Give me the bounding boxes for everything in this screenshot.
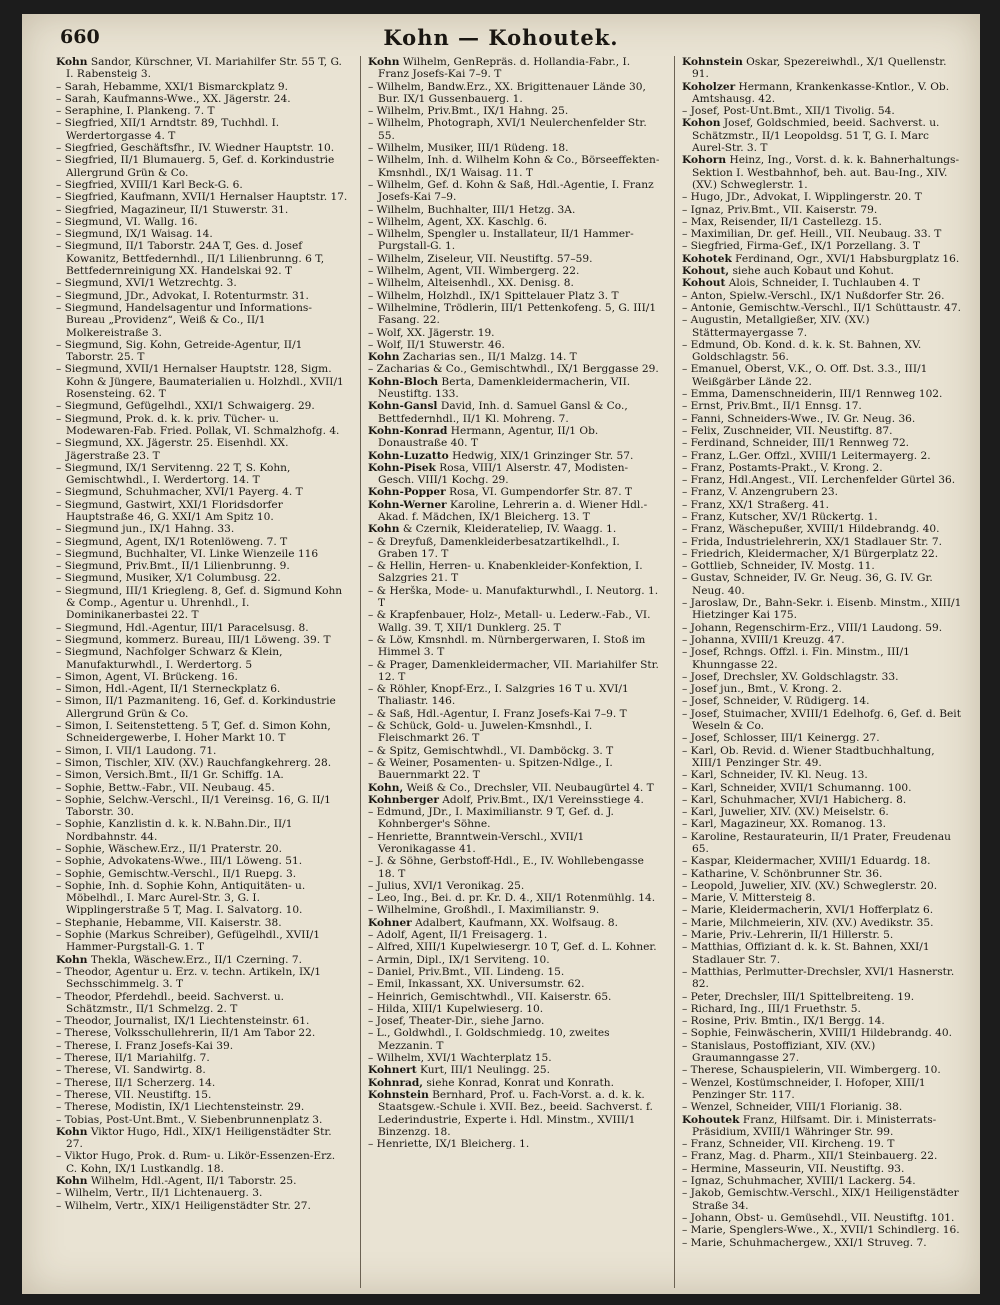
column-divider bbox=[674, 56, 675, 1288]
directory-entry: – & Saß, Hdl.-Agentur, I. Franz Josefs-Kai 7–9. T bbox=[368, 707, 627, 720]
directory-entry: – Wilhelm, Agent, XX. Kaschlg. 6. bbox=[368, 215, 548, 228]
directory-entry: – Siegmund, XX. Jägerstr. 25. Eisenhdl. XX. Jägerstraße 23. T bbox=[56, 437, 289, 462]
directory-entry: – Marie, Schuhmachergew., XXI/1 Struveg. 7. bbox=[682, 1236, 927, 1249]
directory-entry: – Alfred, XIII/1 Kupelwiesergr. 10 T, Gef. d. L. Kohner. bbox=[368, 941, 657, 954]
directory-entry: – Theodor, Agentur u. Erz. v. techn. Artikeln, IX/1 Sechsschimmelg. 3. T bbox=[56, 965, 322, 991]
directory-entry: – Sarah, Hebamme, XXI/1 Bismarckplatz 9. bbox=[56, 80, 289, 93]
directory-entry: – Wilhelm, Inh. d. Wilhelm Kohn & Co., Börseeffekten-Kmsnhdl., IX/1 Waisag. 11. T bbox=[368, 154, 660, 179]
directory-entry: – Wilhelm, Agent, VII. Wimbergerg. 22. bbox=[368, 265, 580, 278]
directory-entry: – Wilhelm, Bandw.Erz., XX. Brigittenauer Lände 30, Bur. IX/1 Gussenbauerg. 1. bbox=[368, 80, 646, 105]
directory-entry: – Karl, Ob. Revid. d. Wiener Stadtbuchhaltung, XIII/1 Penzinger Str. 49. bbox=[682, 744, 935, 769]
directory-entry: – & Hellin, Herren- u. Knabenkleider-Konfektion, I. Salzgries 21. T bbox=[368, 560, 643, 585]
directory-entry: – Anton, Spielw.-Verschl., IX/1 Nußdorfer Str. 26. bbox=[682, 289, 945, 302]
directory-entry: – Karl, Magazineur, XX. Romanog. 13. bbox=[682, 818, 886, 831]
directory-entry: – Zacharias & Co., Gemischtwhdl., IX/1 Berggasse 29. bbox=[368, 363, 659, 376]
directory-entry: – Sophie, Advokatens-Wwe., III/1 Löweng. 51. bbox=[56, 855, 303, 868]
directory-entry: – Felix, Zuschneider, VII. Neustiftg. 87. bbox=[682, 424, 893, 437]
directory-entry: – Siegfried, Magazineur, II/1 Stuwerstr. 31. bbox=[56, 203, 289, 216]
directory-entry: – Josef, Theater-Dir., siehe Jarno. bbox=[368, 1015, 545, 1028]
directory-entry: Kohn-Luzatto Hedwig, XIX/1 Grinzinger Str. 57. bbox=[368, 449, 634, 462]
directory-entry: Kohout Alois, Schneider, I. Tuchlauben 4. T bbox=[682, 277, 920, 290]
directory-entry: – & Krapfenbauer, Holz-, Metall- u. Lederw.-Fab., VI. Wallg. 39. T, XII/1 Dunklerg. 25. T bbox=[368, 609, 651, 634]
directory-entry: – Sophie, Gemischtw.-Verschl., II/1 Ruepg. 3. bbox=[56, 867, 297, 880]
directory-entry: – & Prager, Damenkleidermacher, VII. Mariahilfer Str. 12. T bbox=[368, 658, 659, 683]
directory-entry: – Armin, Dipl., IX/1 Serviteng. 10. bbox=[368, 953, 550, 966]
directory-entry: – Edmund, Ob. Kond. d. k. k. St. Bahnen, XV. Goldschlagstr. 56. bbox=[682, 338, 922, 364]
directory-entry: Kohoutek Franz, Hilfsamt. Dir. i. Ministerrats-Präsidium, XVIII/1 Währinger Str. 99. bbox=[682, 1113, 937, 1138]
directory-entry: – Sophie (Markus Schreiber), Gefügelhdl., XVII/1 Hammer-Purgstall-G. 1. T bbox=[56, 929, 320, 954]
directory-entry: – Josef, Schneider, V. Rüdigerg. 14. bbox=[682, 695, 870, 708]
directory-entry: – Heinrich, Gemischtwhdl., VII. Kaiserstr. 65. bbox=[368, 990, 612, 1003]
directory-entry: – Sophie, Selchw.-Verschl., II/1 Vereinsg. 16, G. II/1 Taborstr. 30. bbox=[56, 793, 331, 819]
directory-entry: – & Weiner, Posamenten- u. Spitzen-Ndlge., I. Bauernmarkt 22. T bbox=[368, 756, 613, 782]
running-head: Kohn — Kohoutek. bbox=[383, 25, 619, 50]
directory-entry: – Wilhelmine, Trödlerin, III/1 Pettenkofeng. 5, G. III/1 Fasang. 22. bbox=[368, 301, 657, 327]
directory-entry: – Ferdinand, Schneider, III/1 Rennweg 72. bbox=[682, 437, 910, 450]
directory-entry: – Siegmund jun., IX/1 Hahng. 33. bbox=[56, 523, 235, 536]
directory-entry: – Max, Reisender, II/1 Castellezg. 15. bbox=[682, 215, 882, 228]
directory-entry: – Matthias, Offiziant d. k. k. St. Bahnen, XXI/1 Stadlauer Str. 7. bbox=[682, 941, 930, 966]
directory-entry: Kohnberger Adolf, Priv.Bmt., IX/1 Vereinsstiege 4. bbox=[368, 793, 644, 806]
directory-entry: – Fanni, Schneiders-Wwe., IV. Gr. Neug. 36. bbox=[682, 412, 916, 425]
directory-entry: Kohn Thekla, Wäschew.Erz., II/1 Czerning. 7. bbox=[56, 953, 302, 966]
directory-entry: – Siegmund, Priv.Bmt., II/1 Lilienbrunng. 9. bbox=[56, 560, 290, 573]
directory-entry: Kohout, siehe auch Kobaut und Kohut. bbox=[682, 265, 894, 278]
directory-entry: – Franz, L.Ger. Offzl., XVIII/1 Leitermayerg. 2. bbox=[682, 449, 931, 462]
directory-entry: – Rosine, Priv. Bmtin., IX/1 Bergg. 14. bbox=[682, 1015, 885, 1028]
directory-entry: – Franz, XX/1 Straßerg. 41. bbox=[682, 498, 829, 511]
directory-entry: – Siegmund, IX/1 Servitenng. 22 T, S. Kohn, Gemischtwhdl., I. Werdertorg. 14. T bbox=[56, 461, 291, 487]
directory-entry: – Hilda, XIII/1 Kupelwieserg. 10. bbox=[368, 1002, 544, 1015]
directory-entry: Kohn-Werner Karoline, Lehrerin a. d. Wiener Hdl.-Akad. f. Mädchen, IX/1 Bleicherg. 13. T bbox=[368, 498, 648, 523]
directory-entry: – Siegmund, Gastwirt, XXI/1 Floridsdorfer Hauptstraße 46, G. XXI/1 Am Spitz 10. bbox=[56, 498, 283, 523]
directory-entry: – & Dreyfuß, Damenkleiderbesatzartikelhdl., I. Graben 17. T bbox=[368, 535, 620, 560]
directory-entry: – Sophie, Feinwäscherin, XVIII/1 Hildebrandg. 40. bbox=[682, 1027, 953, 1040]
directory-entry: – Marie, Milchmeierin, XIV. (XV.) Avedikstr. 35. bbox=[682, 916, 934, 929]
directory-entry: – Siegmund, Schuhmacher, XVI/1 Payerg. 4. T bbox=[56, 486, 303, 499]
directory-entry: – Henriette, Branntwein-Verschl., XVII/1 Veronikagasse 41. bbox=[368, 830, 585, 855]
directory-entry: – Daniel, Priv.Bmt., VII. Lindeng. 15. bbox=[368, 965, 565, 978]
directory-entry: – Franz, Schneider, VII. Kircheng. 19. T bbox=[682, 1138, 895, 1151]
directory-entry: – Siegfried, Kaufmann, XVII/1 Hernalser Hauptstr. 17. bbox=[56, 191, 348, 204]
directory-entry: – Siegmund, III/1 Kriegleng. 8, Gef. d. Sigmund Kohn & Comp., Agentur u. Uhrenhdl., I. Dominikanerbastei 22. T bbox=[56, 584, 343, 622]
directory-entry: – Franz, Kutscher, XV/1 Rückertg. 1. bbox=[682, 510, 878, 523]
page-header bbox=[22, 26, 980, 54]
column-right bbox=[682, 56, 964, 1288]
directory-entry: – Gustav, Schneider, IV. Gr. Neug. 36, G. IV. Gr. Neug. 40. bbox=[682, 572, 933, 597]
directory-entry: – & Herška, Mode- u. Manufakturwhdl., I. Neutorg. 1. T bbox=[368, 584, 659, 610]
directory-entry: – Siegmund, XVII/1 Hernalser Hauptstr. 128, Sigm. Kohn & Jüngere, Baumaterialien u. Holzhdl., XVII/1 Rosensteing. 62. T bbox=[56, 363, 344, 401]
directory-entry: – Frida, Industrielehrerin, XX/1 Stadlauer Str. 7. bbox=[682, 535, 943, 548]
directory-entry: – Josef, Drechsler, XV. Goldschlagstr. 33. bbox=[682, 670, 899, 683]
directory-entry: Kohner Adalbert, Kaufmann, XX. Wolfsaug. 8. bbox=[368, 916, 618, 929]
directory-page bbox=[22, 14, 980, 1294]
directory-entry: – Simon, Versich.Bmt., II/1 Gr. Schiffg. 1A. bbox=[56, 769, 284, 782]
directory-entry: – Maximilian, Dr. gef. Heill., VII. Neubaug. 33. T bbox=[682, 228, 942, 241]
directory-entry: – Viktor Hugo, Prok. d. Rum- u. Likör-Essenzen-Erz. C. Kohn, IX/1 Lustkandlg. 18. bbox=[56, 1150, 336, 1175]
directory-entry: – Richard, Ing., III/1 Fruethstr. 5. bbox=[682, 1002, 861, 1015]
directory-entry: – Wilhelm, Musiker, III/1 Rüdeng. 18. bbox=[368, 142, 569, 155]
directory-entry: – Therese, Schauspielerin, VII. Wimbergerg. 10. bbox=[682, 1064, 941, 1077]
directory-entry: – Peter, Drechsler, III/1 Spittelbreiteng. 19. bbox=[682, 990, 915, 1003]
directory-entry: – Therese, Volksschullehrerin, II/1 Am Tabor 22. bbox=[56, 1027, 316, 1040]
directory-entry: – Siegmund, Prok. d. k. k. priv. Tücher- u. Modewaren-Fab. Fried. Pollak, VI. Schmalzhofg. 4. bbox=[56, 412, 340, 437]
directory-entry: – Edmund, JDr., I. Maximilianstr. 9 T, Gef. d. J. Kohnberger's Söhne. bbox=[368, 806, 614, 831]
directory-entry: – Ignaz, Schuhmacher, XVIII/1 Lackerg. 54. bbox=[682, 1175, 916, 1188]
directory-entry: – Siegmund, kommerz. Bureau, III/1 Löweng. 39. T bbox=[56, 633, 331, 646]
directory-entry: – Siegfried, II/1 Blumauerg. 5, Gef. d. Korkindustrie Allergrund Grün & Co. bbox=[56, 154, 335, 179]
directory-entry: – Friedrich, Kleidermacher, X/1 Bürgerplatz 22. bbox=[682, 547, 939, 560]
directory-columns bbox=[56, 56, 962, 1288]
directory-entry: – Hermine, Masseurin, VII. Neustiftg. 93. bbox=[682, 1162, 905, 1175]
directory-entry: – Jaroslaw, Dr., Bahn-Sekr. i. Eisenb. Minstm., XIII/1 Hietzinger Kai 175. bbox=[682, 597, 962, 622]
directory-entry: – Leo, Ing., Bei. d. pr. Kr. D. 4., XII/1 Rotenmühlg. 14. bbox=[368, 892, 656, 905]
directory-entry: – Stanislaus, Postoffiziant, XIV. (XV.) Graumanngasse 27. bbox=[682, 1039, 876, 1065]
directory-entry: – Julius, XVI/1 Veronikag. 25. bbox=[368, 879, 525, 892]
directory-entry: – Siegmund, Agent, IX/1 Rotenlöweng. 7. T bbox=[56, 535, 288, 548]
directory-entry: – Seraphine, I. Plankeng. 7. T bbox=[56, 105, 215, 118]
directory-entry: – Adolf, Agent, II/1 Freisagerg. 1. bbox=[368, 929, 548, 942]
directory-entry: – Sarah, Kaufmanns-Wwe., XX. Jägerstr. 24. bbox=[56, 92, 291, 105]
directory-entry: – Leopold, Juwelier, XIV. (XV.) Schweglerstr. 20. bbox=[682, 879, 938, 892]
directory-entry: – Siegmund, IX/1 Waisag. 14. bbox=[56, 228, 213, 241]
directory-entry: – Wilhelm, Buchhalter, III/1 Hetzg. 3A. bbox=[368, 203, 576, 216]
directory-entry: – & Schück, Gold- u. Juwelen-Kmsnhdl., I. Fleischmarkt 26. T bbox=[368, 720, 593, 745]
directory-entry: – Ignaz, Priv.Bmt., VII. Kaiserstr. 79. bbox=[682, 203, 878, 216]
directory-entry: – Therese, VI. Sandwirtg. 8. bbox=[56, 1064, 206, 1077]
directory-entry: – Johann, Regenschirm-Erz., VIII/1 Laudong. 59. bbox=[682, 621, 943, 634]
directory-entry: – Simon, II/1 Pazmaniteng. 16, Gef. d. Korkindustrie Allergrund Grün & Co. bbox=[56, 695, 336, 720]
directory-entry: – Siegmund, Sig. Kohn, Getreide-Agentur, II/1 Taborstr. 25. T bbox=[56, 338, 303, 364]
directory-entry: – Karoline, Restaurateurin, II/1 Prater, Freudenau 65. bbox=[682, 830, 951, 855]
directory-entry: – Wilhelm, XVI/1 Wachterplatz 15. bbox=[368, 1052, 552, 1065]
directory-entry: Kohotek Ferdinand, Ogr., XVI/1 Habsburgplatz 16. bbox=[682, 252, 960, 265]
column-middle bbox=[368, 56, 660, 1288]
directory-entry: – Siegmund, JDr., Advokat, I. Rotenturmstr. 31. bbox=[56, 289, 309, 302]
directory-entry: Kohn Zacharias sen., II/1 Malzg. 14. T bbox=[368, 351, 577, 364]
directory-entry: – Sophie, Bettw.-Fabr., VII. Neubaug. 45. bbox=[56, 781, 275, 794]
directory-entry: – Augustin, Metallgießer, XIV. (XV.) Stättermayergasse 7. bbox=[682, 314, 870, 339]
directory-entry: – Jakob, Gemischtw.-Verschl., XIX/1 Heiligenstädter Straße 34. bbox=[682, 1187, 959, 1212]
directory-entry: – Karl, Schneider, IV. Kl. Neug. 13. bbox=[682, 769, 868, 782]
directory-entry: – Karl, Schneider, XVII/1 Schumanng. 100. bbox=[682, 781, 912, 794]
directory-entry: – Josef, Stuimacher, XVIII/1 Edelhofg. 6, Gef. d. Beit Weseln & Co. bbox=[682, 707, 961, 733]
directory-entry: – Siegmund, XVI/1 Wetzrechtg. 3. bbox=[56, 277, 237, 290]
directory-entry: – Katharine, V. Schönbrunner Str. 36. bbox=[682, 867, 883, 880]
directory-entry: Kohn-Pisek Rosa, VIII/1 Alserstr. 47, Modisten-Gesch. VIII/1 Kochg. 29. bbox=[368, 461, 629, 487]
directory-entry: – Wenzel, Kostümschneider, I. Hofoper, XIII/1 Penzinger Str. 117. bbox=[682, 1076, 926, 1101]
directory-entry: Kohorn Heinz, Ing., Vorst. d. k. k. Bahnerhaltungs-Sektion I. Westbahnhof, beh. aut. Bau-Ing., XIV. (XV.) Schweglerstr. 1. bbox=[682, 154, 960, 191]
directory-entry: Kohon Josef, Goldschmied, beeid. Sachverst. u. Schätzmstr., II/1 Leopoldsg. 51 T, G. I. Marc Aurel-Str. 3. T bbox=[682, 117, 940, 155]
directory-entry: – Marie, Spenglers-Wwe., X., XVII/1 Schindlerg. 16. bbox=[682, 1224, 960, 1237]
directory-entry: – Wilhelm, Vertr., II/1 Lichtenauerg. 3. bbox=[56, 1187, 263, 1200]
directory-entry: – Johanna, XVIII/1 Kreuzg. 47. bbox=[682, 633, 845, 646]
directory-entry: Kohn-Konrad Hermann, Agentur, II/1 Ob. Donaustraße 40. T bbox=[368, 424, 599, 450]
directory-entry: – Johann, Obst- u. Gemüsehdl., VII. Neustiftg. 101. bbox=[682, 1211, 955, 1224]
directory-entry: – Simon, Agent, VI. Brückeng. 16. bbox=[56, 670, 238, 683]
directory-entry: – Wilhelm, Gef. d. Kohn & Saß, Hdl.-Agentie, I. Franz Josefs-Kai 7–9. bbox=[368, 178, 654, 204]
directory-entry: – Emil, Inkassant, XX. Universumstr. 62. bbox=[368, 978, 585, 991]
directory-entry: – Wolf, XX. Jägerstr. 19. bbox=[368, 326, 495, 339]
directory-entry: Kohn-Bloch Berta, Damenkleidermacherin, VII. Neustiftg. 133. bbox=[368, 375, 631, 401]
directory-entry: – Siegmund, II/1 Taborstr. 24A T, Ges. d. Josef Kowanitz, Bettfedernhdl., II/1 Lilienbrunng. 6 T, Bettfedernreinigung XX. Handelskai 92. T bbox=[56, 240, 325, 278]
directory-entry: – Kaspar, Kleidermacher, XVIII/1 Eduardg. 18. bbox=[682, 855, 931, 868]
directory-entry: – Siegfried, XII/1 Arndtstr. 89, Tuchhdl. I. Werdertorgasse 4. T bbox=[56, 117, 280, 142]
directory-entry: Kohn Wilhelm, GenRepräs. d. Hollandia-Fabr., I. Franz Josefs-Kai 7–9. T bbox=[368, 56, 631, 81]
directory-entry: – Siegmund, Gefügelhdl., XXI/1 Schwaigerg. 29. bbox=[56, 400, 315, 413]
directory-entry: – Therese, II/1 Scherzerg. 14. bbox=[56, 1076, 216, 1089]
directory-entry: Kohnert Kurt, III/1 Neulingg. 25. bbox=[368, 1064, 550, 1077]
directory-entry: – Josef, Schlosser, III/1 Keinergg. 27. bbox=[682, 732, 880, 745]
directory-entry: – Simon, Tischler, XIV. (XV.) Rauchfangkehrerg. 28. bbox=[56, 756, 332, 769]
directory-entry: – Simon, I. VII/1 Laudong. 71. bbox=[56, 744, 217, 757]
directory-entry: – Wilhelm, Photograph, XVI/1 Neulerchenfelder Str. 55. bbox=[368, 117, 647, 142]
directory-entry: – Theodor, Journalist, IX/1 Liechtensteinstr. 61. bbox=[56, 1015, 310, 1028]
directory-entry: Kohn Viktor Hugo, Hdl., XIX/1 Heiligenstädter Str. 27. bbox=[56, 1125, 332, 1151]
directory-entry: – & Spitz, Gemischtwhdl., VI. Damböckg. 3. T bbox=[368, 744, 614, 757]
directory-entry: – Karl, Juwelier, XIV. (XV.) Meiselstr. 6. bbox=[682, 806, 889, 819]
directory-entry: – Siegfried, XVIII/1 Karl Beck-G. 6. bbox=[56, 178, 243, 191]
directory-entry: – Siegmund, Handelsagentur und Informations-Bureau „Providenz“, Weiß & Co., II/1 Molkereistraße 3. bbox=[56, 301, 312, 339]
directory-entry: – Theodor, Pferdehdl., beeid. Sachverst. u. Schätzmstr., II/1 Schmelzg. 2. T bbox=[56, 990, 285, 1015]
directory-entry: – Josef, Rchngs. Offzl. i. Fin. Minstm., III/1 Khunngasse 22. bbox=[682, 646, 910, 671]
directory-entry: – Karl, Schuhmacher, XVI/1 Habicherg. 8. bbox=[682, 793, 907, 806]
directory-entry: – Matthias, Perlmutter-Drechsler, XVI/1 Hasnerstr. 82. bbox=[682, 965, 955, 991]
directory-entry: – Siegmund, Hdl.-Agentur, III/1 Paracelsusg. 8. bbox=[56, 621, 309, 634]
directory-entry: – & Röhler, Knopf-Erz., I. Salzgries 16 T u. XVI/1 Thaliastr. 146. bbox=[368, 683, 629, 708]
directory-entry: – Josef jun., Bmt., V. Krong. 2. bbox=[682, 683, 842, 696]
directory-entry: Kohnrad, siehe Konrad, Konrat und Konrath. bbox=[368, 1076, 614, 1089]
directory-entry: – Tobias, Post-Unt.Bmt., V. Siebenbrunnenplatz 3. bbox=[56, 1113, 323, 1126]
directory-entry: – Wilhelm, Spengler u. Installateur, II/1 Hammer-Purgstall-G. 1. bbox=[368, 228, 634, 253]
directory-entry: Koholzer Hermann, Krankenkasse-Kntlor., V. Ob. Amtshausg. 42. bbox=[682, 80, 950, 105]
directory-entry: – Siegmund, Nachfolger Schwarz & Klein, Manufakturwhdl., I. Werdertorg. 5 bbox=[56, 646, 283, 671]
directory-entry: – Franz, Postamts-Prakt., V. Krong. 2. bbox=[682, 461, 883, 474]
page-number: 660 bbox=[60, 26, 100, 48]
directory-entry: – Siegfried, Geschäftsfhr., IV. Wiedner Hauptstr. 10. bbox=[56, 142, 335, 155]
directory-entry: – Wenzel, Schneider, VIII/1 Florianig. 38. bbox=[682, 1101, 903, 1114]
directory-entry: – Simon, Hdl.-Agent, II/1 Sterneckplatz 6. bbox=[56, 683, 281, 696]
directory-entry: Kohnstein Bernhard, Prof. u. Fach-Vorst. a. d. k. k. Staatsgew.-Schule i. XVII. Bez., beeid. Sachverst. f. Lederindustrie, Experte i. Hdl. Minstm., XVIII/1 Binzenzg. 18. bbox=[368, 1088, 653, 1138]
directory-entry: Kohn, Weiß & Co., Drechsler, VII. Neubaugürtel 4. T bbox=[368, 781, 654, 794]
directory-entry: – Sophie, Wäschew.Erz., II/1 Praterstr. 20. bbox=[56, 843, 283, 855]
directory-entry: – Sophie, Inh. d. Sophie Kohn, Antiquitäten- u. Möbelhdl., I. Marc Aurel-Str. 3, G. I. Wipplingerstraße 5 T, Mag. I. Salvatorg. 10. bbox=[56, 879, 306, 917]
directory-entry: – Wilhelm, Ziseleur, VII. Neustiftg. 57–59. bbox=[368, 252, 593, 265]
directory-entry: – Marie, Kleidermacherin, XVI/1 Hofferplatz 6. bbox=[682, 904, 934, 917]
directory-entry: Kohn Wilhelm, Hdl.-Agent, II/1 Taborstr. 25. bbox=[56, 1175, 297, 1188]
directory-entry: – Ernst, Priv.Bmt., II/1 Ennsg. 17. bbox=[682, 400, 862, 413]
directory-entry: – Wilhelm, Vertr., XIX/1 Heiligenstädter Str. 27. bbox=[56, 1199, 311, 1212]
directory-entry: – Marie, Priv.-Lehrerin, II/1 Hillerstr. 5. bbox=[682, 929, 894, 942]
directory-entry: – Marie, V. Mittersteig 8. bbox=[682, 892, 816, 905]
directory-entry: – Gottlieb, Schneider, IV. Mostg. 11. bbox=[682, 560, 875, 573]
directory-entry: – Siegfried, Firma-Gef., IX/1 Porzellang. 3. T bbox=[682, 240, 921, 253]
directory-entry: – Siegmund, Musiker, X/1 Columbusg. 22. bbox=[56, 572, 281, 585]
directory-entry: – Therese, II/1 Mariahilfg. 7. bbox=[56, 1052, 210, 1065]
directory-entry: Kohnstein Oskar, Spezereiwhdl., X/1 Quellenstr. 91. bbox=[682, 56, 947, 81]
directory-entry: – Wilhelm, Priv.Bmt., IX/1 Hahng. 25. bbox=[368, 105, 569, 118]
directory-entry: – Wilhelm, Alteisenhdl., XX. Denisg. 8. bbox=[368, 277, 574, 290]
directory-entry: – Franz, V. Anzengrubern 23. bbox=[682, 486, 839, 499]
directory-entry: – Siegmund, VI. Wallg. 16. bbox=[56, 215, 198, 228]
directory-entry: – Henriette, IX/1 Bleicherg. 1. bbox=[368, 1138, 530, 1151]
directory-entry: – Franz, Hdl.Angest., VII. Lerchenfelder Gürtel 36. bbox=[682, 474, 956, 487]
directory-entry: – Franz, Wäschepußer, XVIII/1 Hildebrandg. 40. bbox=[682, 523, 940, 536]
directory-entry: – Wilhelmine, Großhdl., I. Maximilianstr. 9. bbox=[368, 904, 600, 917]
directory-entry: – Therese, I. Franz Josefs-Kai 39. bbox=[56, 1039, 234, 1052]
directory-entry: – Antonie, Gemischtw.-Verschl., II/1 Schüttaustr. 47. bbox=[682, 301, 961, 314]
directory-entry: – Siegmund, Buchhalter, VI. Linke Wienzeile 116 bbox=[56, 547, 319, 560]
directory-entry: – Franz, Mag. d. Pharm., XII/1 Steinbauerg. 22. bbox=[682, 1150, 938, 1163]
column-divider bbox=[360, 56, 361, 1288]
directory-entry: – Emanuel, Oberst, V.K., O. Off. Dst. 3.3., III/1 Weißgärber Lände 22. bbox=[682, 363, 928, 388]
directory-entry: – Therese, VII. Neustiftg. 15. bbox=[56, 1088, 212, 1101]
directory-entry: – J. & Söhne, Gerbstoff-Hdl., E., IV. Wohllebengasse 18. T bbox=[368, 855, 644, 880]
directory-entry: – Simon, I. Seitenstetteng. 5 T, Gef. d. Simon Kohn, Schneidergewerbe, I. Hoher Markt 10. T bbox=[56, 720, 331, 745]
directory-entry: Kohn-Popper Rosa, VI. Gumpendorfer Str. 87. T bbox=[368, 486, 632, 499]
directory-entry: – L., Goldwhdl., I. Goldschmiedg. 10, zweites Mezzanin. T bbox=[368, 1027, 610, 1052]
directory-entry: – Josef, Post-Unt.Bmt., XII/1 Tivolig. 54. bbox=[682, 105, 895, 118]
directory-entry: Kohn & Czernik, Kleiderateliер, IV. Waagg. 1. bbox=[368, 523, 617, 536]
directory-entry: – Emma, Damenschneiderin, III/1 Rennweg 102. bbox=[682, 388, 943, 401]
directory-entry: Kohn Sandor, Kürschner, VI. Mariahilfer Str. 55 T, G. I. Rabensteig 3. bbox=[56, 56, 342, 81]
directory-entry: Kohn-Gansl David, Inh. d. Samuel Gansl & Co., Bettfedernhdl., II/1 Kl. Mohreng. 7. bbox=[368, 400, 628, 425]
directory-entry: – Therese, Modistin, IX/1 Liechtensteinstr. 29. bbox=[56, 1101, 305, 1114]
directory-entry: – Wilhelm, Holzhdl., IX/1 Spittelauer Platz 3. T bbox=[368, 289, 619, 302]
column-left bbox=[56, 56, 348, 1288]
directory-entry: – Hugo, JDr., Advokat, I. Wipplingerstr. 20. T bbox=[682, 191, 922, 204]
directory-entry: – Sophie, Kanzlistin d. k. k. N.Bahn.Dir., II/1 Nordbahnstr. 44. bbox=[56, 818, 293, 843]
directory-entry: – & Löw, Kmsnhdl. m. Nürnbergerwaren, I. Stoß im Himmel 3. T bbox=[368, 633, 646, 659]
directory-entry: – Stephanie, Hebamme, VII. Kaiserstr. 38. bbox=[56, 916, 282, 929]
directory-entry: – Wolf, II/1 Stuwerstr. 46. bbox=[368, 338, 505, 351]
